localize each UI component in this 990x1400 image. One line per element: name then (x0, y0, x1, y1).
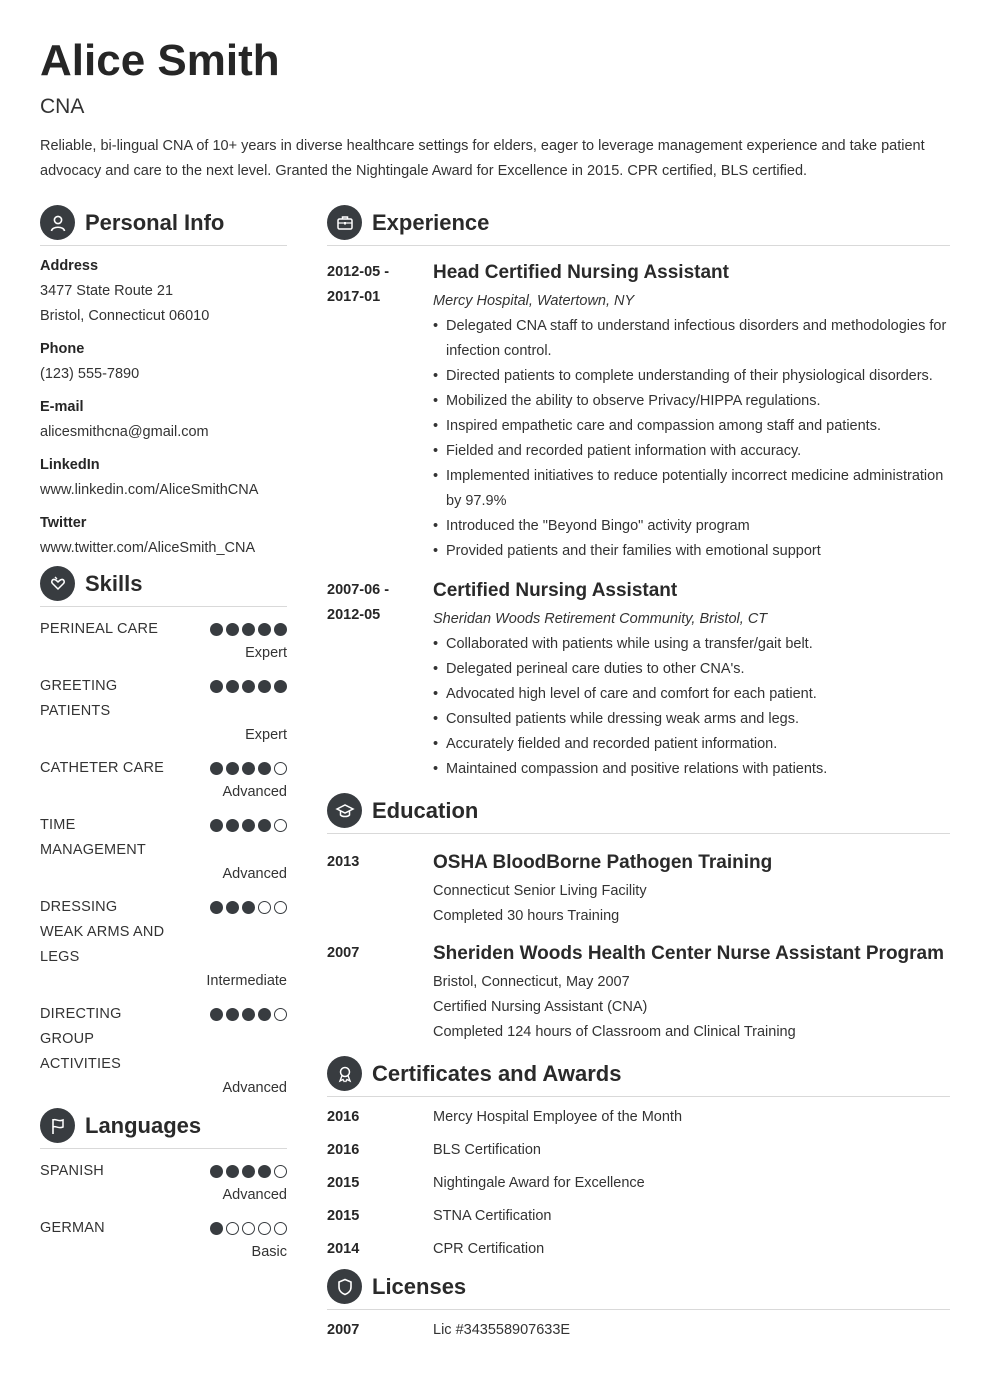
candidate-title: CNA (40, 95, 85, 118)
rating-dot (210, 1165, 223, 1178)
skills-title: Skills (85, 570, 143, 596)
rating-dot (274, 819, 287, 832)
skill-item (40, 1159, 287, 1206)
certificate-item-text: Mercy Hospital Employee of the Month (433, 1109, 683, 1125)
licenses-header (327, 1268, 950, 1310)
skill-level: Advanced (222, 784, 287, 800)
certificate-item (327, 1105, 950, 1130)
experience-dates (327, 578, 433, 782)
responsibility-item: • Consulted patients while dressing weak arms and legs. (433, 707, 950, 732)
education-title: Education (372, 797, 479, 823)
responsibility-item: • Introduced the "Beyond Bingo" activity program (433, 514, 950, 539)
personal-info-item (40, 511, 287, 561)
personal-info-item (40, 254, 287, 329)
skill-name: GREETING PATIENTS (40, 678, 118, 719)
skill-row (40, 674, 287, 724)
rating-dot (274, 623, 287, 636)
skill-rating (210, 1159, 287, 1178)
certificate-item-date: 2015 (327, 1208, 360, 1224)
experience-body (433, 578, 950, 782)
certificates-title: Certificates and Awards (372, 1060, 622, 1086)
personal-info-label: Twitter (40, 515, 87, 531)
experience-entry (327, 260, 950, 564)
rating-dot (274, 901, 287, 914)
personal-info-value: Bristol, Connecticut 06010 (40, 308, 210, 324)
rating-dot (258, 1008, 271, 1021)
education-detail: Completed 124 hours of Classroom and Clinical Training (433, 1024, 796, 1040)
job-title: Certified Nursing Assistant (433, 580, 678, 601)
skill-name: CATHETER CARE (40, 760, 164, 776)
rating-dot (210, 1008, 223, 1021)
responsibility-item: • Delegated perineal care duties to other CNA's. (433, 657, 950, 682)
skill-row (40, 756, 287, 781)
licenses-list (327, 1318, 950, 1343)
education-title: OSHA BloodBorne Pathogen Training (433, 852, 773, 873)
rating-dot (226, 680, 239, 693)
hand-heart-icon (40, 566, 75, 601)
personal-info-item (40, 337, 287, 387)
skill-row (40, 1216, 287, 1241)
rating-dot (210, 762, 223, 775)
rating-dot (258, 762, 271, 775)
left-column (40, 204, 287, 1263)
skill-rating (210, 1216, 287, 1235)
personal-info-value: 3477 State Route 21 (40, 283, 174, 299)
certificate-item-date: 2016 (327, 1142, 360, 1158)
skill-item (40, 895, 287, 992)
skill-level: Advanced (222, 1080, 287, 1096)
responsibility-item: • Mobilized the ability to observe Privacy/HIPPA regulations. (433, 389, 950, 414)
responsibility-item: • Advocated high level of care and comfort for each patient. (433, 682, 950, 707)
experience-dates (327, 260, 433, 564)
personal-info-title: Personal Info (85, 209, 225, 235)
rating-dot (226, 623, 239, 636)
experience-body (433, 260, 950, 564)
personal-info-label: E-mail (40, 399, 84, 415)
education-detail: Certified Nursing Assistant (CNA) (433, 999, 648, 1015)
skill-level: Basic (251, 1244, 287, 1260)
briefcase-icon (327, 205, 362, 240)
education-date: 2007 (327, 945, 360, 961)
date-end: 2012-05 (327, 607, 381, 623)
employer: Sheridan Woods Retirement Community, Bristol, CT (433, 611, 768, 627)
skill-row (40, 1159, 287, 1184)
skill-level: Advanced (222, 866, 287, 882)
rating-dot (210, 623, 223, 636)
skill-level: Intermediate (206, 973, 287, 989)
certificate-item-date: 2016 (327, 1109, 360, 1125)
skill-rating (210, 813, 287, 832)
employer: Mercy Hospital, Watertown, NY (433, 293, 635, 309)
rating-dot (258, 819, 271, 832)
license-item-text: Lic #343558907633E (433, 1322, 571, 1338)
education-title: Sheriden Woods Health Center Nurse Assistant Program (433, 943, 945, 964)
responsibility-item: • Delegated CNA staff to understand infectious disorders and methodologies for infection control. (433, 314, 950, 364)
education-detail: Connecticut Senior Living Facility (433, 883, 647, 899)
education-entry (327, 850, 950, 929)
certificate-item (327, 1204, 950, 1229)
rating-dot (226, 901, 239, 914)
education-body (433, 850, 950, 929)
personal-info-value: www.twitter.com/AliceSmith_CNA (40, 540, 256, 556)
rating-dot (210, 819, 223, 832)
certificate-item-text: CPR Certification (433, 1241, 545, 1257)
skill-name: GERMAN (40, 1220, 105, 1236)
responsibilities-list (433, 314, 950, 564)
personal-info-label: Phone (40, 341, 85, 357)
skill-name: TIME MANAGEMENT (40, 817, 146, 858)
skills-list (40, 617, 287, 1099)
responsibilities-list (433, 632, 950, 782)
experience-entry (327, 578, 950, 782)
candidate-name: Alice Smith (40, 36, 280, 85)
rating-dot (258, 623, 271, 636)
certificate-item (327, 1171, 950, 1196)
personal-info-value: alicesmithcna@gmail.com (40, 424, 209, 440)
rating-dot (242, 1008, 255, 1021)
certificate-item-text: BLS Certification (433, 1142, 541, 1158)
rating-dot (274, 762, 287, 775)
rating-dot (242, 623, 255, 636)
summary: Reliable, bi-lingual CNA of 10+ years in diverse healthcare settings for elders, eager to leverage management experience and take patient advocacy and care to the next level. Granted the Nightingale Award for Excellence in 2015. CPR certified, BLS certified. (40, 138, 925, 179)
responsibility-item: • Directed patients to complete understanding of their physiological disorders. (433, 364, 950, 389)
skill-item (40, 1216, 287, 1263)
certificates-header (327, 1055, 950, 1097)
experience-list (327, 260, 950, 782)
personal-info-header (40, 204, 287, 246)
skill-item (40, 617, 287, 664)
date-end: 2017-01 (327, 289, 381, 305)
right-column (327, 204, 950, 1343)
certificates-list (327, 1105, 950, 1262)
rating-dot (242, 901, 255, 914)
responsibility-item: • Implemented initiatives to reduce potentially incorrect medicine administration by 97.9% (433, 464, 950, 514)
skills-header (40, 565, 287, 607)
skill-rating (210, 674, 287, 693)
license-item (327, 1318, 950, 1343)
skill-row (40, 895, 287, 970)
certificate-item-text: STNA Certification (433, 1208, 552, 1224)
personal-info-value: (123) 555-7890 (40, 366, 140, 382)
skill-name: SPANISH (40, 1163, 104, 1179)
rating-dot (274, 1008, 287, 1021)
skill-level: Expert (245, 645, 287, 661)
skill-rating (210, 617, 287, 636)
languages-header (40, 1107, 287, 1149)
personal-info-item (40, 395, 287, 445)
languages-title: Languages (85, 1112, 202, 1138)
personal-info-label: LinkedIn (40, 457, 100, 473)
certificate-item-date: 2015 (327, 1175, 360, 1191)
rating-dot (210, 680, 223, 693)
rating-dot (226, 1222, 239, 1235)
skill-name: DRESSING WEAK ARMS AND LEGS (40, 899, 165, 965)
education-list (327, 850, 950, 1045)
rating-dot (242, 680, 255, 693)
skill-rating (210, 895, 287, 914)
responsibility-item: • Provided patients and their families with emotional support (433, 539, 950, 564)
experience-header (327, 204, 950, 246)
rating-dot (274, 1165, 287, 1178)
shield-icon (327, 1269, 362, 1304)
graduation-cap-icon (327, 793, 362, 828)
skill-item (40, 1002, 287, 1099)
personal-info-label: Address (40, 258, 99, 274)
skill-rating (210, 756, 287, 775)
resume-header (40, 36, 950, 184)
skill-item (40, 813, 287, 885)
person-icon (40, 205, 75, 240)
skill-item (40, 674, 287, 746)
personal-info-list (40, 254, 287, 561)
date-start: 2012-05 - (327, 264, 390, 280)
rating-dot (258, 680, 271, 693)
award-icon (327, 1056, 362, 1091)
skill-row (40, 1002, 287, 1077)
responsibility-item: • Maintained compassion and positive relations with patients. (433, 757, 950, 782)
education-detail: Completed 30 hours Training (433, 908, 620, 924)
rating-dot (242, 762, 255, 775)
skill-row (40, 813, 287, 863)
rating-dot (210, 1222, 223, 1235)
skill-item (40, 756, 287, 803)
skill-row (40, 617, 287, 642)
personal-info-value: www.linkedin.com/AliceSmithCNA (40, 482, 259, 498)
skill-name: DIRECTING GROUP ACTIVITIES (40, 1006, 122, 1072)
rating-dot (274, 680, 287, 693)
license-item-date: 2007 (327, 1322, 360, 1338)
rating-dot (242, 819, 255, 832)
rating-dot (258, 901, 271, 914)
skill-rating (210, 1002, 287, 1021)
rating-dot (226, 819, 239, 832)
skill-level: Expert (245, 727, 287, 743)
rating-dot (226, 1008, 239, 1021)
certificate-item-date: 2014 (327, 1241, 360, 1257)
skill-name: PERINEAL CARE (40, 621, 159, 637)
rating-dot (258, 1165, 271, 1178)
personal-info-item (40, 453, 287, 503)
responsibility-item: • Collaborated with patients while using a transfer/gait belt. (433, 632, 950, 657)
certificate-item (327, 1138, 950, 1163)
education-detail: Bristol, Connecticut, May 2007 (433, 974, 630, 990)
education-date: 2013 (327, 854, 360, 870)
flag-icon (40, 1108, 75, 1143)
rating-dot (226, 1165, 239, 1178)
skill-level: Advanced (222, 1187, 287, 1203)
licenses-title: Licenses (372, 1273, 467, 1299)
experience-title: Experience (372, 209, 490, 235)
certificate-item (327, 1237, 950, 1262)
languages-list (40, 1159, 287, 1263)
education-body (433, 941, 950, 1045)
education-header (327, 792, 950, 834)
job-title: Head Certified Nursing Assistant (433, 262, 729, 283)
education-entry (327, 941, 950, 1045)
responsibility-item: • Fielded and recorded patient information with accuracy. (433, 439, 950, 464)
certificate-item-text: Nightingale Award for Excellence (433, 1175, 645, 1191)
rating-dot (242, 1222, 255, 1235)
rating-dot (274, 1222, 287, 1235)
rating-dot (242, 1165, 255, 1178)
rating-dot (226, 762, 239, 775)
rating-dot (258, 1222, 271, 1235)
responsibility-item: • Accurately fielded and recorded patient information. (433, 732, 950, 757)
rating-dot (210, 901, 223, 914)
date-start: 2007-06 - (327, 582, 390, 598)
responsibility-item: • Inspired empathetic care and compassion among staff and patients. (433, 414, 950, 439)
